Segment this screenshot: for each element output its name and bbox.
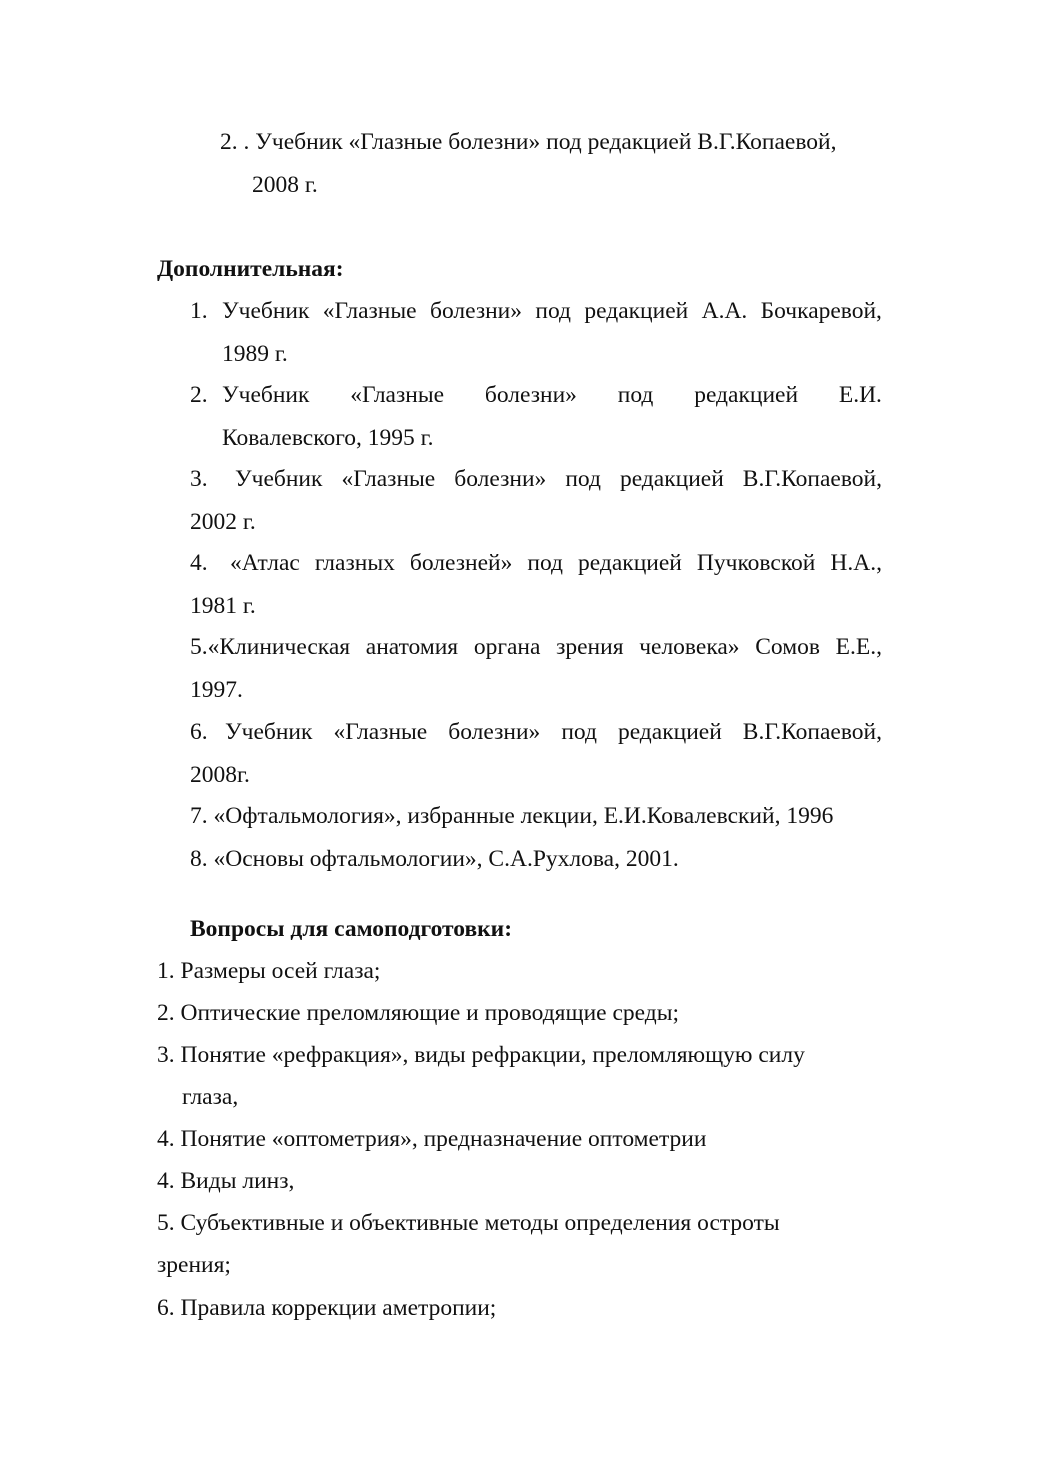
additional-item-line2: 1989 г. [222, 341, 288, 367]
word: под [617, 382, 654, 408]
word: болезни» [429, 298, 523, 324]
additional-heading: Дополнительная: [157, 256, 344, 282]
word: человека» [639, 634, 740, 660]
word: редакцией [619, 466, 724, 492]
word: глазных [314, 550, 395, 576]
main-item-2-line2: 2008 г. [252, 172, 318, 198]
word: «Глазные [322, 298, 417, 324]
word: «Атлас [230, 550, 300, 576]
additional-item-line2: 2008г. [190, 762, 250, 788]
word: В.Г.Копаевой, [742, 719, 882, 745]
word: редакцией [694, 382, 799, 408]
word: Е.Е., [835, 634, 882, 660]
additional-item-line2: 1981 г. [190, 593, 256, 619]
word: Бочкаревой, [760, 298, 882, 324]
word: болезни» [484, 382, 577, 408]
word: «Глазные [341, 466, 436, 492]
word: Е.И. [838, 382, 882, 408]
word: Н.А., [830, 550, 882, 576]
word: редакцией [617, 719, 722, 745]
additional-item-number: 1. [190, 298, 208, 324]
word: под [561, 719, 597, 745]
questions-heading: Вопросы для самоподготовки: [190, 916, 513, 942]
word: Сомов [755, 634, 820, 660]
word: А.А. [701, 298, 748, 324]
additional-item-line2: 1997. [190, 677, 243, 703]
question-line: 2. Оптические преломляющие и проводящие среды; [157, 1000, 680, 1026]
word: редакцией [584, 298, 689, 324]
word: болезни» [454, 466, 547, 492]
word: под [535, 298, 571, 324]
word: 5.«Клиническая [190, 634, 351, 660]
question-line: 5. Субъективные и объективные методы определения остроты [157, 1210, 780, 1236]
word: Учебник [222, 382, 310, 408]
additional-item-line1 [235, 468, 882, 492]
main-item-2-line1: 2. . Учебник «Глазные болезни» под редакцией В.Г.Копаевой, [220, 129, 837, 155]
additional-item-line1 [225, 721, 882, 745]
word: болезни» [448, 719, 541, 745]
word: под [527, 550, 564, 576]
additional-item-line1 [230, 552, 882, 576]
question-line: зрения; [157, 1252, 231, 1278]
question-line: глаза, [182, 1084, 239, 1110]
additional-item-number: 6. [190, 719, 208, 745]
additional-item-7: 7. «Офтальмология», избранные лекции, Е.И.Ковалевский, 1996 [190, 803, 834, 829]
word: Учебник [222, 298, 310, 324]
word: болезней» [409, 550, 513, 576]
word: редакцией [578, 550, 682, 576]
additional-item-line1 [222, 300, 882, 324]
question-line: 4. Виды линз, [157, 1168, 295, 1194]
additional-item-line1 [222, 384, 882, 408]
word: «Глазные [350, 382, 445, 408]
additional-item-line2: Ковалевского, 1995 г. [222, 425, 434, 451]
additional-item-number: 3. [190, 466, 208, 492]
additional-item-line2: 2002 г. [190, 509, 256, 535]
additional-item-number: 4. [190, 550, 208, 576]
question-line: 3. Понятие «рефракция», виды рефракции, преломляющую силу [157, 1042, 805, 1068]
word: анатомия [365, 634, 459, 660]
word: «Глазные [333, 719, 428, 745]
word: под [565, 466, 601, 492]
word: В.Г.Копаевой, [742, 466, 882, 492]
question-line: 6. Правила коррекции аметропии; [157, 1295, 497, 1321]
additional-item-number: 2. [190, 382, 208, 408]
word: Учебник [225, 719, 313, 745]
word: Пучковской [696, 550, 816, 576]
question-line: 4. Понятие «оптометрия», предназначение оптометрии [157, 1126, 707, 1152]
word: органа [473, 634, 541, 660]
additional-item-line1 [190, 636, 882, 660]
word: Учебник [235, 466, 323, 492]
question-line: 1. Размеры осей глаза; [157, 958, 381, 984]
word: зрения [556, 634, 624, 660]
additional-item-8: 8. «Основы офтальмологии», С.А.Рухлова, 2001. [190, 846, 679, 872]
